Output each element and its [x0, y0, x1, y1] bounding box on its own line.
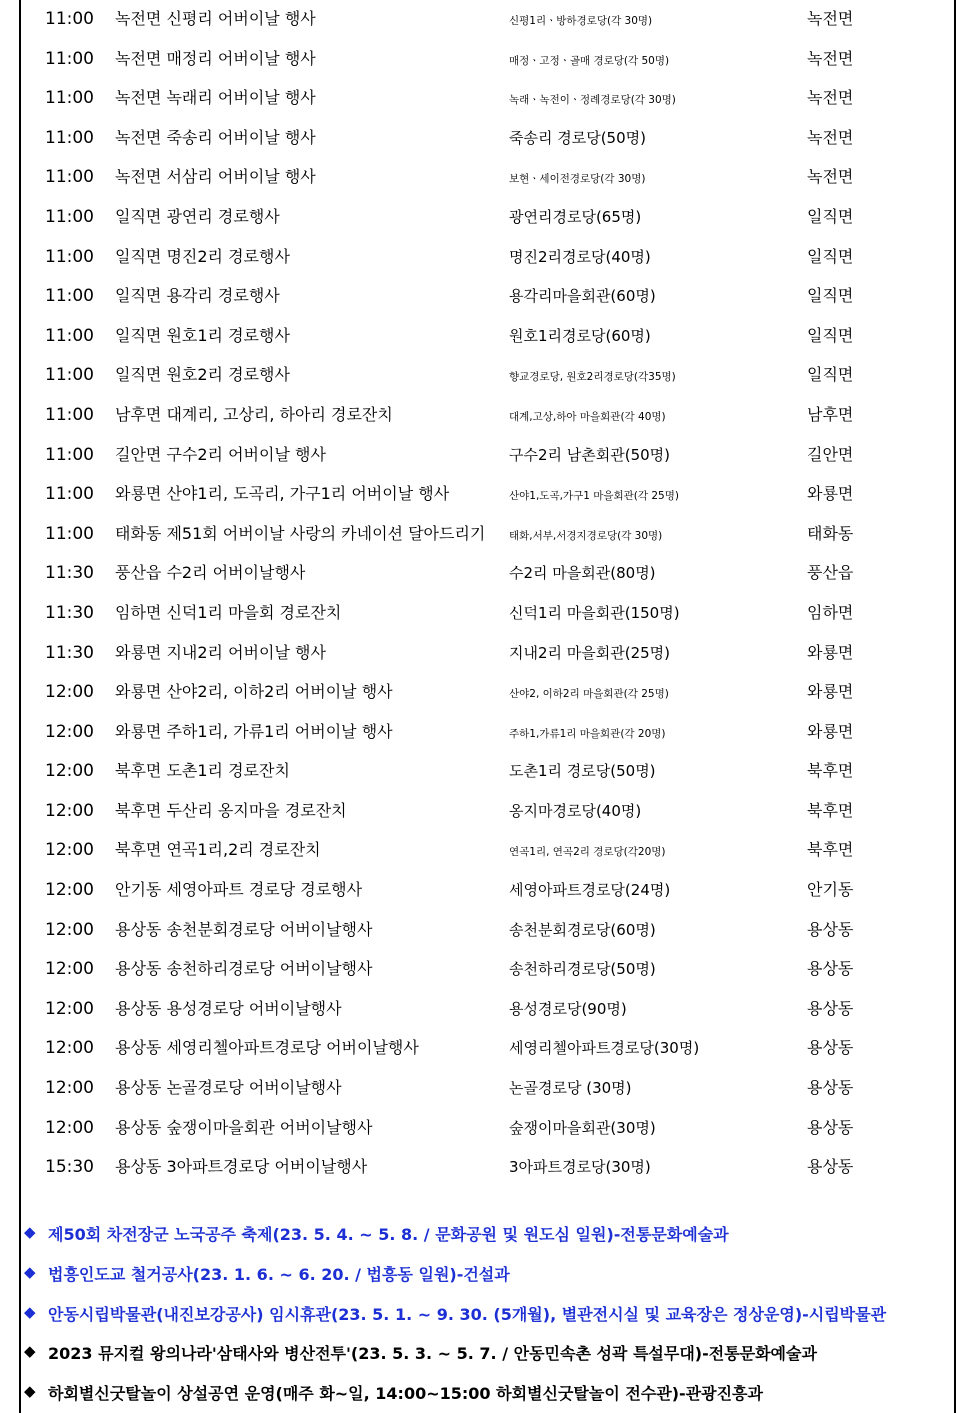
diamond-bullet-icon: ◆ [24, 1262, 36, 1281]
schedule-title: 일직면 광연리 경로행사 [115, 206, 280, 226]
notice-list [24, 1214, 954, 1413]
notice-text: 안동시립박물관(내진보강공사) 임시휴관(23. 5. 1. ~ 9. 30. (5개월), 별관전시실 및 교육장은 정상운영)-시립박물관 [48, 1304, 887, 1324]
schedule-place: 신평1리ㆍ방하경로당(각 30명) [509, 15, 653, 27]
schedule-place: 용각리마을회관(60명) [509, 287, 656, 306]
schedule-department: 일직면 [807, 365, 854, 385]
notice-text: 제50회 차전장군 노국공주 축제(23. 5. 4. ~ 5. 8. / 문화공원 및 원도심 일원)-전통문화예술과 [48, 1225, 729, 1244]
schedule-department: 용상동 [807, 1078, 854, 1098]
schedule-department: 녹전면 [807, 167, 854, 187]
schedule-title: 용상동 3아파트경로당 어버이날행사 [115, 1157, 368, 1177]
schedule-place: 광연리경로당(65명) [509, 207, 642, 226]
schedule-department: 용상동 [807, 959, 854, 979]
schedule-row [0, 515, 960, 555]
schedule-time: 12:00 [45, 1078, 94, 1099]
schedule-place: 향교경로당, 원호2리경로당(각35명) [509, 371, 676, 384]
schedule-department: 임하면 [807, 602, 854, 622]
schedule-title: 임하면 신덕1리 마을회 경로잔치 [115, 602, 342, 622]
schedule-place: 송천하리경로당(50명) [509, 960, 656, 979]
schedule-row [0, 475, 960, 515]
schedule-time: 11:00 [45, 325, 94, 346]
schedule-place: 주하1,가류1리 마을회관(각 20명) [509, 727, 666, 740]
schedule-time: 12:00 [45, 840, 94, 861]
schedule-time: 11:00 [45, 167, 94, 188]
schedule-time: 11:00 [45, 127, 94, 148]
schedule-row [0, 1109, 960, 1149]
schedule-time: 11:00 [45, 286, 94, 307]
schedule-row [0, 1029, 960, 1069]
schedule-time: 12:00 [45, 682, 94, 703]
schedule-title: 녹전면 죽송리 어버이날 행사 [115, 127, 316, 147]
schedule-time: 12:00 [45, 800, 94, 821]
schedule-row [0, 1148, 960, 1188]
schedule-row [0, 792, 960, 832]
schedule-place: 도촌1리 경로당(50명) [509, 762, 656, 781]
schedule-department: 와룡면 [807, 642, 854, 662]
schedule-place: 구수2리 남촌회관(50명) [509, 445, 671, 464]
schedule-department: 일직면 [807, 206, 854, 226]
schedule-time: 11:00 [45, 523, 94, 544]
schedule-row [0, 158, 960, 198]
schedule-title: 녹전면 서삼리 어버이날 행사 [115, 167, 316, 187]
schedule-department: 와룡면 [807, 721, 854, 741]
schedule-place: 명진2리경로당(40명) [509, 247, 651, 266]
notice-item [24, 1333, 954, 1373]
schedule-row [0, 356, 960, 396]
schedule-department: 용상동 [807, 1038, 854, 1058]
diamond-bullet-icon: ◆ [24, 1342, 36, 1361]
schedule-place: 옹지마경로당(40명) [509, 801, 642, 820]
diamond-bullet-icon: ◆ [24, 1382, 36, 1401]
schedule-place: 매정ㆍ고정ㆍ골매 경로당(각 50명) [509, 54, 670, 67]
schedule-title: 용상동 송천하리경로당 어버이날행사 [115, 959, 373, 979]
schedule-row [0, 119, 960, 159]
schedule-title: 와룡면 지내2리 어버이날 행사 [115, 642, 326, 662]
schedule-time: 11:30 [45, 602, 94, 623]
schedule-place: 용성경로당(90명) [509, 999, 627, 1018]
schedule-title: 안기동 세영아파트 경로당 경로행사 [115, 880, 363, 900]
schedule-place: 대계,고상,하아 마을회관(각 40명) [509, 410, 666, 423]
schedule-place: 산야2, 이하2리 마을회관(각 25명) [509, 688, 669, 701]
schedule-time: 12:00 [45, 1117, 94, 1138]
schedule-title: 북후면 도촌1리 경로잔치 [115, 761, 290, 781]
schedule-title: 녹전면 녹래리 어버이날 행사 [115, 88, 316, 108]
schedule-title: 용상동 세영리첼아파트경로당 어버이날행사 [115, 1038, 419, 1058]
schedule-title: 풍산읍 수2리 어버이날행사 [115, 563, 306, 583]
schedule-row [0, 594, 960, 634]
schedule-department: 북후면 [807, 761, 854, 781]
schedule-title: 용상동 용성경로당 어버이날행사 [115, 998, 342, 1018]
diamond-bullet-icon: ◆ [24, 1302, 36, 1321]
schedule-time: 11:00 [45, 444, 94, 465]
schedule-place: 세영리첼아파트경로당(30명) [509, 1039, 700, 1058]
notice-item [24, 1214, 954, 1254]
schedule-department: 풍산읍 [807, 563, 854, 583]
notice-text: 2023 뮤지컬 왕의나라'삼태사와 병산전투'(23. 5. 3. ~ 5. 7. / 안동민속촌 성곽 특설무대)-전통문화예술과 [48, 1344, 817, 1364]
schedule-place: 죽송리 경로당(50명) [509, 128, 646, 147]
schedule-title: 용상동 논골경로당 어버이날행사 [115, 1078, 342, 1098]
schedule-title: 와룡면 산야1리, 도곡리, 가구1리 어버이날 행사 [115, 484, 450, 504]
schedule-row [0, 554, 960, 594]
notice-text: 법흥인도교 철거공사(23. 1. 6. ~ 6. 20. / 법흥동 일원)-건설과 [48, 1264, 510, 1284]
notice-item [24, 1254, 954, 1294]
schedule-department: 북후면 [807, 800, 854, 820]
schedule-title: 일직면 원호1리 경로행사 [115, 325, 290, 345]
schedule-title: 길안면 구수2리 어버이날 행사 [115, 444, 326, 464]
schedule-time: 12:00 [45, 880, 94, 901]
schedule-time: 11:00 [45, 206, 94, 227]
schedule-row [0, 396, 960, 436]
schedule-department: 와룡면 [807, 682, 854, 702]
schedule-row [0, 752, 960, 792]
schedule-place: 수2리 마을회관(80명) [509, 564, 656, 583]
schedule-title: 녹전면 매정리 어버이날 행사 [115, 48, 316, 68]
schedule-place: 보현ㆍ세이전경로당(각 30명) [509, 173, 646, 186]
schedule-row [0, 198, 960, 238]
schedule-place: 숲쟁이마을회관(30명) [509, 1118, 656, 1137]
schedule-place: 신덕1리 마을회관(150명) [509, 603, 680, 622]
schedule-place: 지내2리 마을회관(25명) [509, 643, 671, 662]
schedule-row [0, 950, 960, 990]
schedule-time: 11:00 [45, 246, 94, 267]
schedule-department: 북후면 [807, 840, 854, 860]
schedule-department: 태화동 [807, 523, 854, 543]
schedule-row [0, 436, 960, 476]
schedule-time: 11:00 [45, 48, 94, 69]
schedule-time: 11:00 [45, 404, 94, 425]
schedule-department: 일직면 [807, 246, 854, 266]
schedule-time: 11:00 [45, 365, 94, 386]
schedule-department: 남후면 [807, 404, 854, 424]
schedule-department: 녹전면 [807, 127, 854, 147]
schedule-time: 12:00 [45, 998, 94, 1019]
schedule-time: 12:00 [45, 1038, 94, 1059]
schedule-row [0, 238, 960, 278]
schedule-title: 녹전면 신평리 어버이날 행사 [115, 9, 316, 28]
schedule-row [0, 1069, 960, 1109]
schedule-row [0, 871, 960, 911]
schedule-department: 용상동 [807, 1117, 854, 1137]
notice-item [24, 1294, 954, 1334]
schedule-row [0, 40, 960, 80]
schedule-title: 와룡면 주하1리, 가류1리 어버이날 행사 [115, 721, 393, 741]
schedule-time: 15:30 [45, 1157, 94, 1178]
schedule-row [0, 831, 960, 871]
schedule-time: 11:00 [45, 484, 94, 505]
notice-text: 하회별신굿탈놀이 상설공연 운영(매주 화~일, 14:00~15:00 하회별신굿탈놀이 전수관)-관광진흥과 [48, 1384, 763, 1404]
schedule-department: 일직면 [807, 286, 854, 306]
schedule-place: 세영아파트경로당(24명) [509, 881, 671, 900]
schedule-time: 11:00 [45, 9, 94, 29]
schedule-department: 녹전면 [807, 9, 854, 28]
schedule-row [0, 911, 960, 951]
diamond-bullet-icon: ◆ [24, 1223, 36, 1241]
schedule-time: 11:00 [45, 88, 94, 109]
schedule-title: 와룡면 산야2리, 이하2리 어버이날 행사 [115, 682, 393, 702]
schedule-title: 태화동 제51회 어버이날 사랑의 카네이션 달아드리기 [115, 523, 486, 543]
schedule-place: 3아파트경로당(30명) [509, 1158, 651, 1177]
schedule-place: 논골경로당 (30명) [509, 1079, 632, 1098]
schedule-row [0, 317, 960, 357]
schedule-place: 송천분회경로당(60명) [509, 920, 656, 939]
schedule-row [0, 79, 960, 119]
schedule-place: 원호1리경로당(60명) [509, 326, 651, 345]
schedule-time: 12:00 [45, 761, 94, 782]
schedule-title: 용상동 송천분회경로당 어버이날행사 [115, 919, 373, 939]
schedule-time: 11:30 [45, 563, 94, 584]
schedule-department: 용상동 [807, 998, 854, 1018]
schedule-title: 북후면 연곡1리,2리 경로잔치 [115, 840, 321, 860]
schedule-place: 녹래ㆍ녹전이ㆍ정례경로당(각 30명) [509, 94, 676, 107]
schedule-department: 길안면 [807, 444, 854, 464]
schedule-title: 일직면 용각리 경로행사 [115, 286, 280, 306]
schedule-time: 11:30 [45, 642, 94, 663]
schedule-row [0, 277, 960, 317]
schedule-row [0, 990, 960, 1030]
schedule-department: 녹전면 [807, 88, 854, 108]
schedule-title: 남후면 대계리, 고상리, 하아리 경로잔치 [115, 404, 393, 424]
schedule-department: 용상동 [807, 919, 854, 939]
notice-item [24, 1373, 954, 1413]
schedule-time: 12:00 [45, 721, 94, 742]
schedule-time: 12:00 [45, 919, 94, 940]
schedule-row [0, 713, 960, 753]
schedule-title: 일직면 원호2리 경로행사 [115, 365, 290, 385]
schedule-department: 안기동 [807, 880, 854, 900]
schedule-time: 12:00 [45, 959, 94, 980]
schedule-row [0, 634, 960, 674]
schedule-row [0, 0, 960, 40]
schedule-department: 녹전면 [807, 48, 854, 68]
schedule-title: 일직면 명진2리 경로행사 [115, 246, 290, 266]
schedule-title: 용상동 숲쟁이마을회관 어버이날행사 [115, 1117, 373, 1137]
schedule-place: 산야1,도곡,가구1 마을회관(각 25명) [509, 490, 679, 503]
schedule-row [0, 673, 960, 713]
schedule-department: 와룡면 [807, 484, 854, 504]
schedule-department: 일직면 [807, 325, 854, 345]
schedule-place: 연곡1리, 연곡2리 경로당(각20명) [509, 846, 666, 859]
schedule-place: 태화,서부,서경지경로당(각 30명) [509, 529, 663, 542]
schedule-title: 북후면 두산리 옹지마을 경로잔치 [115, 800, 347, 820]
schedule-department: 용상동 [807, 1157, 854, 1177]
